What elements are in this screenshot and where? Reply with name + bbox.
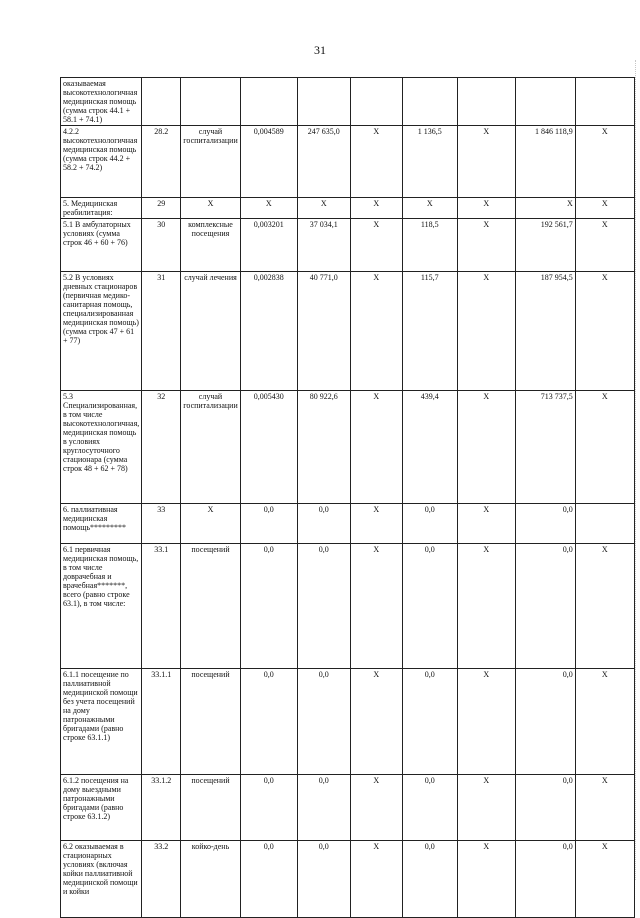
cell-v4: 115,7: [402, 272, 457, 391]
cell-v6: 713 737,5: [515, 391, 575, 504]
cell-v3: X: [350, 669, 402, 775]
cell-v1: 0,002838: [240, 272, 297, 391]
cell-v7: [575, 78, 634, 126]
cell-unit: койко-день: [181, 841, 240, 918]
scan-edge: [635, 60, 636, 880]
cell-v1: X: [240, 198, 297, 219]
cell-v4: 0,0: [402, 775, 457, 841]
cell-num: 33.1: [142, 544, 181, 669]
cell-v1: [240, 78, 297, 126]
cell-v6: 187 954,5: [515, 272, 575, 391]
cell-v1: 0,0: [240, 669, 297, 775]
cell-v3: X: [350, 775, 402, 841]
cell-v3: X: [350, 391, 402, 504]
cell-v6: 0,0: [515, 669, 575, 775]
cell-v6: [515, 78, 575, 126]
cell-v3: X: [350, 198, 402, 219]
data-table: [60, 77, 635, 918]
cell-unit: комплексные посещения: [181, 219, 240, 272]
cell-v1: 0,005430: [240, 391, 297, 504]
cell-name: 6.1.2 посещения на дому выездными патронажными бригадами (равно строке 63.1.2): [61, 775, 142, 841]
cell-v6: 192 561,7: [515, 219, 575, 272]
cell-unit: X: [181, 504, 240, 544]
cell-v2: 247 635,0: [297, 126, 350, 198]
cell-v2: 0,0: [297, 669, 350, 775]
cell-v1: 0,0: [240, 775, 297, 841]
cell-v5: X: [457, 126, 515, 198]
cell-num: 29: [142, 198, 181, 219]
cell-v4: 0,0: [402, 841, 457, 918]
table-row: [61, 126, 635, 198]
cell-num: 33: [142, 504, 181, 544]
cell-v7: X: [575, 841, 634, 918]
cell-v4: 118,5: [402, 219, 457, 272]
table-row: [61, 841, 635, 918]
table-row: [61, 669, 635, 775]
cell-v5: X: [457, 198, 515, 219]
cell-v3: X: [350, 126, 402, 198]
cell-num: 31: [142, 272, 181, 391]
table-row: [61, 272, 635, 391]
cell-unit: [181, 78, 240, 126]
cell-v5: X: [457, 391, 515, 504]
cell-v7: X: [575, 219, 634, 272]
cell-v4: X: [402, 198, 457, 219]
cell-v1: 0,0: [240, 544, 297, 669]
cell-v7: X: [575, 775, 634, 841]
page-number: 31: [314, 43, 326, 57]
cell-v1: 0,0: [240, 504, 297, 544]
cell-v3: X: [350, 272, 402, 391]
cell-v4: 0,0: [402, 544, 457, 669]
cell-name: 5.2 В условиях дневных стационаров (первичная медико-санитарная помощь, специализированная медицинская помощь) (сумма строк 47 + 61 + 77): [61, 272, 142, 391]
cell-v2: [297, 78, 350, 126]
cell-v7: X: [575, 544, 634, 669]
cell-v2: 0,0: [297, 841, 350, 918]
cell-v4: 0,0: [402, 669, 457, 775]
cell-v2: 0,0: [297, 504, 350, 544]
cell-name: 4.2.2 высокотехнологичная медицинская помощь (сумма строк 44.2 + 58.2 + 74.2): [61, 126, 142, 198]
cell-unit: X: [181, 198, 240, 219]
cell-num: 28.2: [142, 126, 181, 198]
cell-num: 30: [142, 219, 181, 272]
cell-v5: X: [457, 219, 515, 272]
cell-v3: X: [350, 841, 402, 918]
cell-v1: 0,0: [240, 841, 297, 918]
table-row: [61, 198, 635, 219]
cell-v4: [402, 78, 457, 126]
cell-v4: 0,0: [402, 504, 457, 544]
cell-v2: 0,0: [297, 544, 350, 669]
cell-unit: посещений: [181, 775, 240, 841]
cell-unit: посещений: [181, 669, 240, 775]
cell-unit: случай госпитализации: [181, 126, 240, 198]
cell-name: оказываемая высокотехнологичная медицинская помощь (сумма строк 44.1 + 58.1 + 74.1): [61, 78, 142, 126]
cell-v1: 0,003201: [240, 219, 297, 272]
cell-v7: X: [575, 272, 634, 391]
cell-v3: [350, 78, 402, 126]
cell-v4: 439,4: [402, 391, 457, 504]
cell-v5: [457, 78, 515, 126]
cell-v6: X: [515, 198, 575, 219]
cell-v6: 0,0: [515, 775, 575, 841]
cell-v5: X: [457, 272, 515, 391]
cell-v5: X: [457, 841, 515, 918]
cell-v5: X: [457, 669, 515, 775]
cell-v7: X: [575, 669, 634, 775]
cell-v2: 37 034,1: [297, 219, 350, 272]
cell-v2: 40 771,0: [297, 272, 350, 391]
cell-unit: случай госпитализации: [181, 391, 240, 504]
table-row: [61, 391, 635, 504]
cell-v7: X: [575, 126, 634, 198]
cell-v6: 0,0: [515, 841, 575, 918]
cell-v1: 0,004589: [240, 126, 297, 198]
cell-v2: X: [297, 198, 350, 219]
cell-v6: 1 846 118,9: [515, 126, 575, 198]
cell-name: 5. Медицинская реабилитация:: [61, 198, 142, 219]
cell-unit: случай лечения: [181, 272, 240, 391]
cell-v2: 80 922,6: [297, 391, 350, 504]
cell-name: 6.1.1 посещение по паллиативной медицинской помощи без учета посещений на дому патронажными бригадами (равно строке 63.1.1): [61, 669, 142, 775]
cell-v7: X: [575, 198, 634, 219]
cell-v6: 0,0: [515, 544, 575, 669]
cell-num: 33.2: [142, 841, 181, 918]
cell-num: [142, 78, 181, 126]
cell-num: 32: [142, 391, 181, 504]
table-row: [61, 775, 635, 841]
cell-v3: X: [350, 544, 402, 669]
table-row: [61, 219, 635, 272]
table-row: [61, 504, 635, 544]
cell-v3: X: [350, 504, 402, 544]
cell-name: 6. паллиативная медицинская помощь*********: [61, 504, 142, 544]
table-row: [61, 544, 635, 669]
cell-v7: [575, 504, 634, 544]
cell-v4: 1 136,5: [402, 126, 457, 198]
cell-name: 6.1 первичная медицинская помощь, в том числе доврачебная и врачебная*******, всего (равно строке 63.1), в том числе:: [61, 544, 142, 669]
cell-name: 5.1 В амбулаторных условиях (сумма строк 46 + 60 + 76): [61, 219, 142, 272]
cell-v5: X: [457, 544, 515, 669]
cell-name: 6.2 оказываемая в стационарных условиях (включая койки паллиативной медицинской помощи и койки: [61, 841, 142, 918]
cell-num: 33.1.2: [142, 775, 181, 841]
cell-v5: X: [457, 504, 515, 544]
cell-name: 5.3 Специализированная, в том числе высокотехнологичная, медицинская помощь в условиях круглосуточного стационара (сумма строк 48 + 62 + 78): [61, 391, 142, 504]
table-row: [61, 78, 635, 126]
cell-num: 33.1.1: [142, 669, 181, 775]
cell-v5: X: [457, 775, 515, 841]
cell-v2: 0,0: [297, 775, 350, 841]
cell-v7: X: [575, 391, 634, 504]
cell-v3: X: [350, 219, 402, 272]
cell-v6: 0,0: [515, 504, 575, 544]
cell-unit: посещений: [181, 544, 240, 669]
